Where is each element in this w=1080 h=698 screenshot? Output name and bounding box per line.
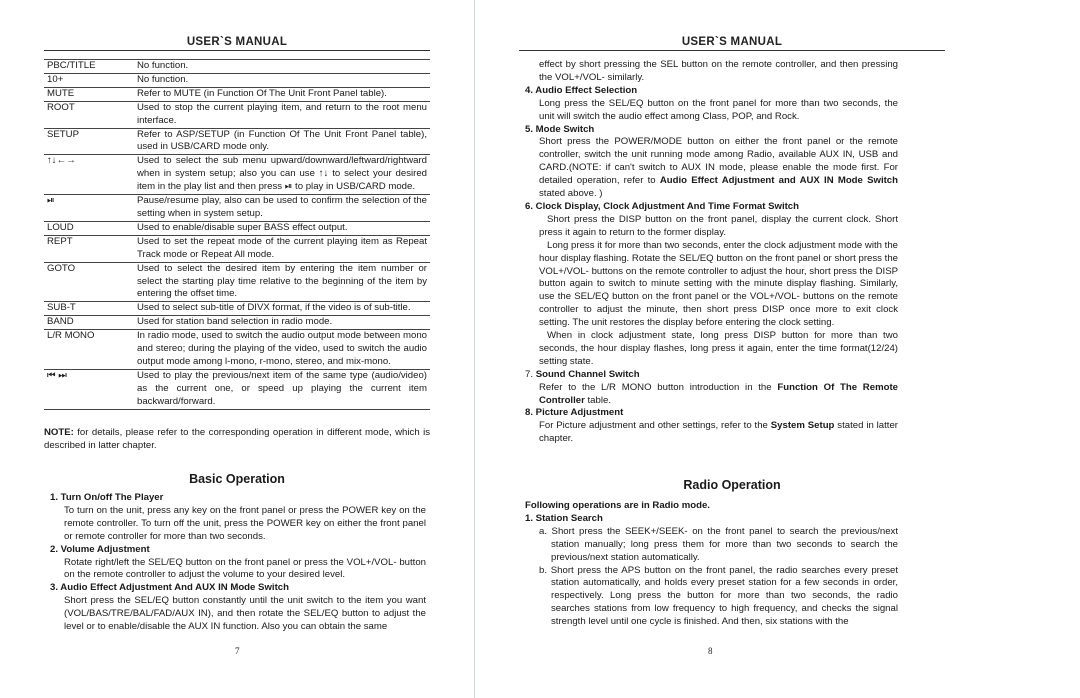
remote-function-table [44, 59, 430, 410]
item-heading: 8. Picture Adjustment [525, 407, 624, 419]
item-body: Rotate right/left the SEL/EQ button on the front panel or press the VOL+/VOL- button on the remote controller to adjust the volume to your desired level. [64, 556, 426, 581]
item-body: Long press it for more than two seconds, enter the clock adjustment mode with the hour display flashing. Rotate the SEL/EQ button on the front panel or short press the VOL+/VOL- buttons on the remote controller to adjust the hour, short press the DISP button again to switch to minute setting with the minute display flashing. Similarly, use the SEL/EQ button on the front panel or the VOL+/VOL- buttons on the remote controller to adjust the minute, then short press DISP once more to exit clock setting. The unit restores the display before entering the clock setting. [539, 239, 898, 329]
table-key-cell: BAND [44, 316, 134, 330]
table-row [44, 155, 430, 195]
table-key-cell: GOTO [44, 262, 134, 302]
item-heading: Sound Channel Switch [535, 368, 640, 380]
item-body: To turn on the unit, press any key on the front panel or press the POWER key on the remote controller. To turn off the unit, press the POWER key on either the front panel or remote controller for more than two seconds. [64, 504, 426, 542]
item-body: Short press the DISP button on the front panel, display the current clock. Short press it again to return to the former display. [539, 213, 898, 238]
right-page [475, 0, 1080, 698]
table-note [44, 427, 430, 453]
table-row [44, 128, 430, 155]
bold-reference: Function Of The Remote Controller [539, 381, 898, 406]
item-heading: 2. Volume Adjustment [50, 543, 150, 555]
text-run: Refer to the L/R MONO button introduction in the [539, 381, 778, 393]
radio-intro: Following operations are in Radio mode. [525, 500, 710, 511]
table-row [44, 330, 430, 370]
basic-operation-title: Basic Operation [189, 472, 285, 486]
radio-operation-list [525, 500, 898, 629]
item-heading: 1. Turn On/off The Player [50, 492, 164, 503]
table-key-cell: ↑↓←→ [44, 155, 134, 195]
bold-reference: System Setup [770, 420, 835, 432]
table-value-cell: No function. [134, 60, 430, 74]
text-run: For Picture adjustment and other settings, refer to the [539, 420, 771, 432]
left-header-title: USER`S MANUAL [186, 36, 288, 48]
table-row [44, 302, 430, 316]
table-value-cell: Used to select sub-title of DIVX format, if the video is of sub-title. [134, 302, 430, 316]
table-key-cell: SUB-T [44, 302, 134, 316]
item-body [525, 382, 898, 408]
table-value-cell: Pause/resume play, also can be used to confirm the selection of the setting when in system setup. [134, 195, 430, 222]
note-label: NOTE: [44, 427, 74, 438]
table-value-cell: Used to stop the current playing item, and return to the root menu interface. [134, 101, 430, 128]
table-value-cell: In radio mode, used to switch the audio output mode between mono and stereo; during the playing of the video, used to switch the audio output mode among l-mono, r-mono, stereo, and mix-mono. [134, 330, 430, 370]
table-value-cell: No function. [134, 73, 430, 87]
basic-operation-list [50, 492, 426, 634]
note-text: for details, please refer to the corresponding operation in different mode, which is described in latter chapter. [44, 427, 430, 451]
table-row [44, 73, 430, 87]
table-key-cell: LOUD [44, 221, 134, 235]
table-row [44, 60, 430, 74]
table-row [44, 101, 430, 128]
table-row [44, 195, 430, 222]
table-key-cell: PBC/TITLE [44, 60, 134, 74]
table-key-cell: ROOT [44, 101, 134, 128]
table-row [44, 316, 430, 330]
table-key-cell: MUTE [44, 87, 134, 101]
table-key-cell: SETUP [44, 128, 134, 155]
right-header-rule [519, 50, 945, 51]
item-heading-row [525, 369, 898, 382]
sub-item: a. Short press the SEEK+/SEEK- on the front panel to search the previous/next station manually; long press them for more than two seconds to search the previous/next station automatically. [539, 525, 898, 563]
text-run: table. [584, 394, 611, 406]
table-value-cell: Used to select the desired item by entering the item number or select the starting play time relative to the beginning of the item by entering the offset time. [134, 262, 430, 302]
page-number: 8 [708, 646, 713, 656]
right-column [525, 59, 898, 446]
item-number: 7. [525, 368, 534, 380]
table-value-cell: Refer to ASP/SETUP (in Function Of The Unit Front Panel table), used in USB/CARD mode only. [134, 128, 430, 155]
left-page [0, 0, 475, 698]
item-heading: 6. Clock Display, Clock Adjustment And Time Format Switch [525, 200, 800, 212]
table-key-cell: ⏯ [44, 195, 134, 222]
table-value-cell: Refer to MUTE (in Function Of The Unit Front Panel table). [134, 87, 430, 101]
table-row [44, 262, 430, 302]
table-key-cell: REPT [44, 235, 134, 262]
text-run: stated in latter chapter. [539, 420, 898, 445]
table-row [44, 87, 430, 101]
intro-text: effect by short pressing the SEL button on the remote controller, and then pressing the VOL+/VOL- similarly. [539, 59, 898, 83]
bold-reference: Audio Effect Adjustment and AUX IN Mode Switch [659, 175, 898, 187]
table-key-cell: L/R MONO [44, 330, 134, 370]
table-row [44, 235, 430, 262]
table-key-cell: ⏮ ⏭ [44, 369, 134, 409]
left-header-rule [44, 50, 430, 51]
item-body: When in clock adjustment state, long press DISP button for more than two seconds, the hour display flashes, long press it again, enter the time format(12/24) setting state. [539, 330, 898, 367]
table-value-cell: Used to enable/disable super BASS effect output. [134, 221, 430, 235]
item-body: Short press the SEL/EQ button constantly until the unit switch to the item you want (VOL/BAS/TRE/BAL/FAD/AUX IN), and then rotate the SEL/EQ button to adjust the level or to enable/disable the AUX IN function. Also you can obtain the same [64, 595, 426, 633]
item-body [525, 420, 898, 446]
table-value-cell: Used to set the repeat mode of the current playing item as Repeat Track mode or Repeat All mode. [134, 235, 430, 262]
item-heading: 1. Station Search [525, 512, 603, 524]
table-key-cell: 10+ [44, 73, 134, 87]
table-value-cell: Used for station band selection in radio mode. [134, 316, 430, 330]
text-run: stated above. ) [539, 188, 603, 200]
item-heading: 5. Mode Switch [525, 123, 595, 135]
table-value-cell: Used to select the sub menu upward/downward/leftward/rightward when in system setup; also you can use ↑↓ to select your desired item in the play list and then press ⏯ to play in USB/CARD mode. [134, 155, 430, 195]
right-header-title: USER`S MANUAL [681, 36, 783, 48]
item-heading: 4. Audio Effect Selection [525, 84, 638, 96]
item-body [525, 136, 898, 201]
item-heading: 3. Audio Effect Adjustment And AUX IN Mode Switch [50, 582, 289, 594]
table-row [44, 369, 430, 409]
sub-item: b. Short press the APS button on the front panel, the radio searches every preset station automatically, and holds every preset station for a few seconds in order, respectively. Long press the button for more than two seconds, the radio searches stations from low frequency to high frequency, and checks the signal strength level until one cycle is finished. And then, six stations with the [539, 564, 898, 628]
table-value-cell: Used to play the previous/next item of the same type (audio/video) as the current one, or speed up playing the current item backward/forward. [134, 369, 430, 409]
item-body: Long press the SEL/EQ button on the front panel for more than two seconds, the unit will switch the audio effect among Class, POP, and Rock. [539, 97, 898, 122]
page-number: 7 [235, 646, 240, 656]
table-row [44, 221, 430, 235]
text-run: Short press the POWER/MODE button on either the front panel or the remote controller, switch the unit running mode among Radio, available AUX IN, USB and CARD.(NOTE: if can't switch to AUX IN mode, please enable the mode first. For detailed operation, refer to [539, 136, 898, 187]
radio-operation-title: Radio Operation [683, 478, 781, 492]
